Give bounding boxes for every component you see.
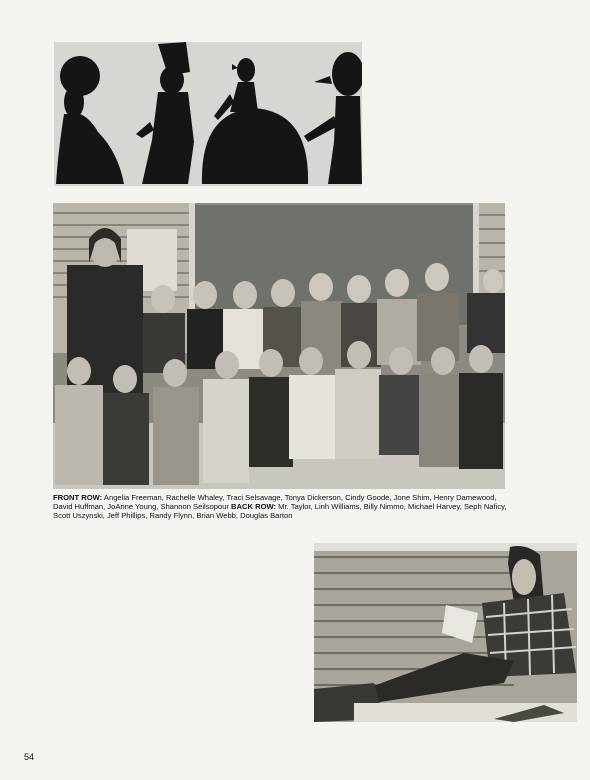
shadow-puppets-image: [54, 42, 362, 186]
back-row-label: BACK ROW:: [231, 502, 277, 512]
teacher-reading-image: [314, 543, 577, 722]
class-group-image: [53, 203, 505, 489]
front-row-label: FRONT ROW:: [53, 493, 103, 502]
shadow-puppets-photo: [54, 42, 362, 186]
teacher-reading-photo: [314, 543, 577, 722]
class-group-photo: [53, 203, 505, 489]
back-row-names: Mr. Taylor, Linh Williams, Billy Nimmo, Michael Harvey, Seph Naficy, Scott Uszynski, Jeff Phillips, Randy Flynn, Brian Webb, Douglas Barton: [53, 502, 507, 521]
page-number: 54: [24, 752, 35, 762]
front-row-names: Angelia Freeman, Rachelle Whaley, Traci Selsavage, Tonya Dickerson, Cindy Goode, Jone Shim, Henry Damewood, David Huffman, JoAnne Young, Shannon Seilsopour: [53, 493, 497, 512]
photo-caption: [53, 493, 509, 521]
